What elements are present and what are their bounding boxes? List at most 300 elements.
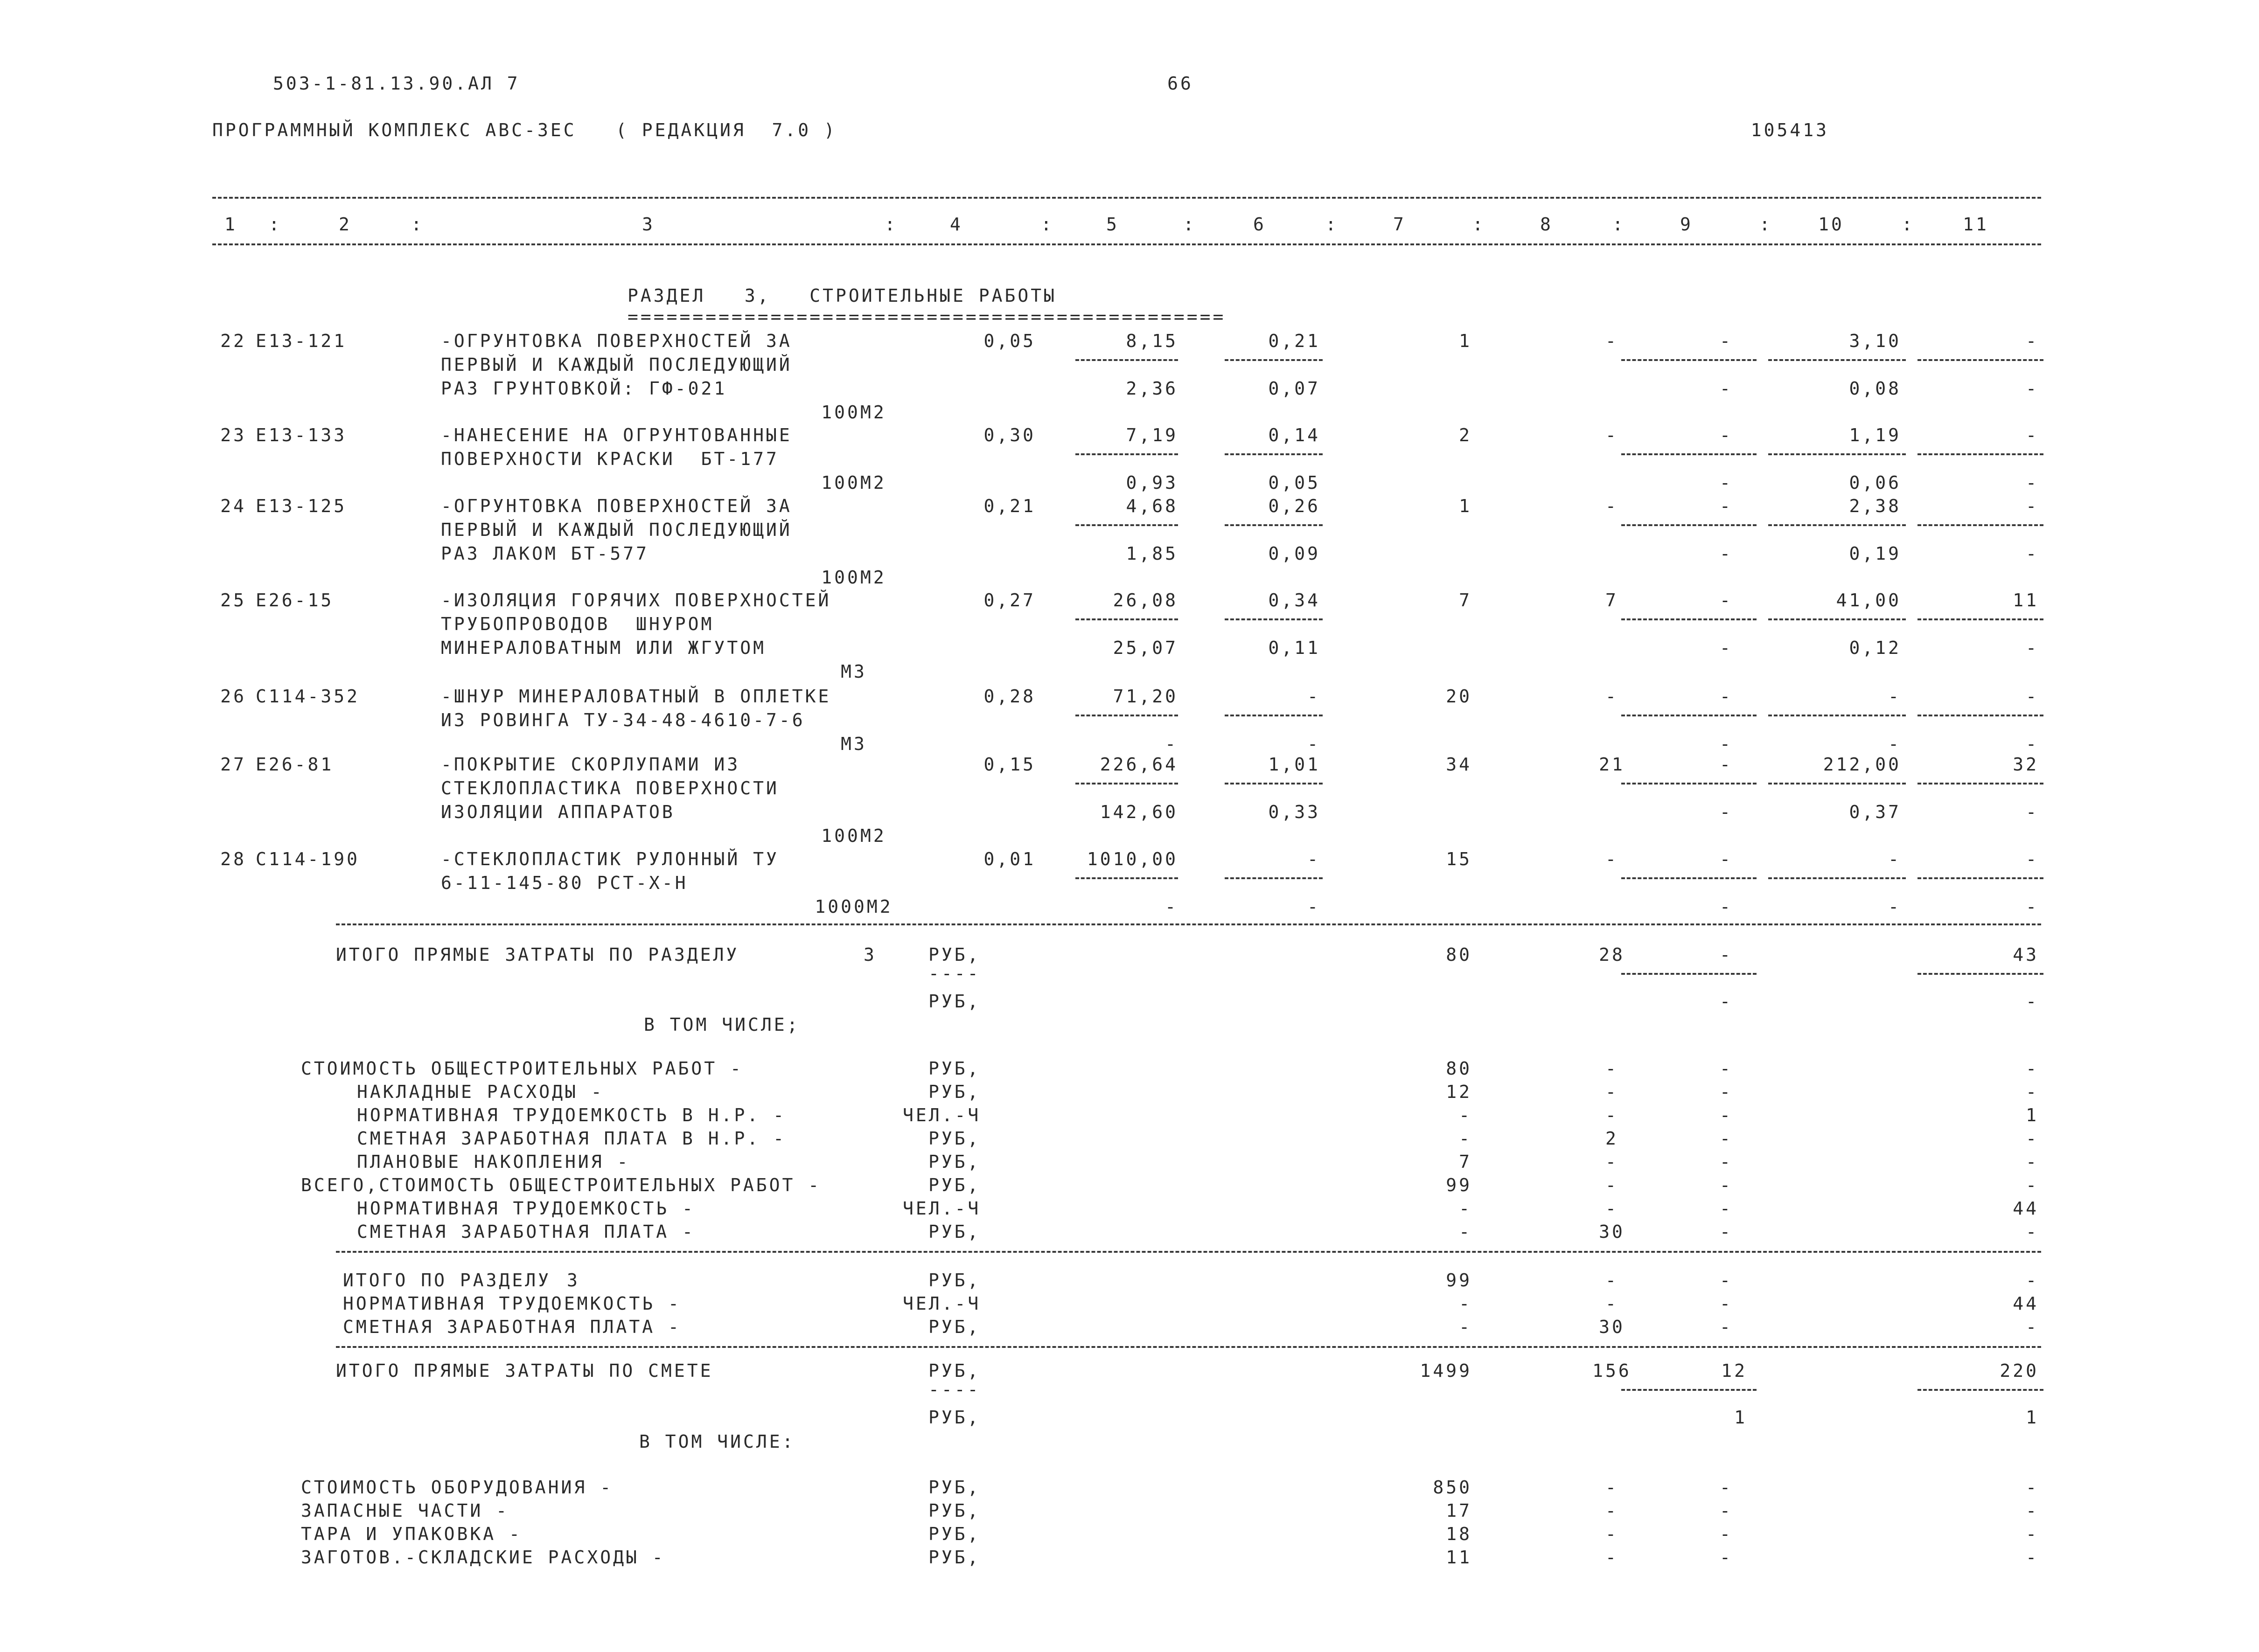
section-summary-col9: - — [1720, 1293, 1733, 1314]
header-rule-bottom — [212, 243, 2041, 245]
item-unit-cost: 8,15 — [1126, 331, 1178, 351]
section-summary-col9: - — [1720, 1317, 1733, 1337]
equipment-unit: РУБ, — [928, 1477, 981, 1498]
breakdown-col11: - — [2026, 1175, 2039, 1195]
section-total-wages: 28 — [1599, 944, 1625, 965]
item-labor-norm: 212,00 — [1823, 754, 1901, 775]
breakdown-unit: РУБ, — [928, 1058, 981, 1079]
estimate-total-col9: 12 — [1721, 1360, 1747, 1381]
item-description: -ПОКРЫТИЕ СКОРЛУПАМИ ИЗ — [441, 754, 740, 775]
item-unit-cost: 1010,00 — [1087, 849, 1178, 869]
item-sub-rule — [1621, 715, 1757, 716]
breakdown-label: СМЕТНАЯ ЗАРАБОТНАЯ ПЛАТА В Н.Р. - — [357, 1128, 786, 1149]
item-wage-sub: 0,33 — [1268, 802, 1320, 822]
item-labor-sub: - — [1888, 734, 1901, 754]
item-code: С114-190 — [256, 849, 360, 869]
item-col9-top: - — [1720, 496, 1733, 516]
section-total-labor: 43 — [2013, 944, 2039, 965]
item-total-wages: - — [1605, 686, 1618, 707]
item-description: ИЗОЛЯЦИИ АППАРАТОВ — [441, 802, 675, 822]
item-code: Е26-81 — [256, 754, 334, 775]
breakdown-label: ВСЕГО,СТОИМОСТЬ ОБЩЕСТРОИТЕЛЬНЫХ РАБОТ - — [301, 1175, 822, 1195]
item-labor-norm: 3,10 — [1849, 331, 1901, 351]
breakdown-col9: - — [1720, 1222, 1733, 1242]
item-quantity: 0,30 — [983, 425, 1036, 445]
item-number: 24 — [220, 496, 246, 516]
breakdown-col8: 30 — [1599, 1222, 1625, 1242]
item-sub-rule — [1768, 877, 1906, 879]
breakdown-cost: - — [1459, 1105, 1472, 1125]
breakdown-col8: - — [1605, 1082, 1618, 1102]
breakdown-col9: - — [1720, 1128, 1733, 1149]
item-labor-total: 32 — [2013, 754, 2039, 775]
item-col9-top: - — [1720, 686, 1733, 707]
item-sub-rule — [1075, 524, 1178, 526]
section-summary-unit: РУБ, — [928, 1270, 981, 1291]
item-col11-bottom: - — [2026, 802, 2039, 822]
breakdown-unit: РУБ, — [928, 1222, 981, 1242]
item-total-wages: 7 — [1605, 590, 1618, 611]
section-total-unit-dash: ---- — [928, 963, 981, 984]
breakdown-col8: - — [1605, 1105, 1618, 1125]
equipment-col11: - — [2026, 1477, 2039, 1498]
item-description: ПОВЕРХНОСТИ КРАСКИ БТ-177 — [441, 449, 779, 469]
item-labor-total: - — [2026, 425, 2039, 445]
item-col9-bottom: - — [1720, 734, 1733, 754]
estimate-total-col11-b: 1 — [2026, 1407, 2039, 1428]
breakdown-label: НАКЛАДНЫЕ РАСХОДЫ - — [357, 1082, 604, 1102]
estimate-total-sub-rule — [1621, 1389, 1757, 1391]
item-total-cost: 1 — [1459, 331, 1472, 351]
section-summary-col11: 44 — [2013, 1293, 2039, 1314]
item-wage-sub: 0,11 — [1268, 638, 1320, 658]
section-summary-unit: ЧЕЛ.-Ч — [903, 1293, 981, 1314]
breakdown-label: НОРМАТИВНАЯ ТРУДОЕМКОСТЬ - — [357, 1198, 695, 1219]
including-label-2: В ТОМ ЧИСЛЕ: — [639, 1431, 795, 1452]
column-separator: : — [1902, 214, 1915, 235]
section-summary-label: СМЕТНАЯ ЗАРАБОТНАЯ ПЛАТА - — [343, 1317, 681, 1337]
section-summary-rule — [336, 1251, 2041, 1253]
item-sub-rule — [1917, 618, 2043, 620]
breakdown-unit: РУБ, — [928, 1082, 981, 1102]
item-unit: 100М2 — [821, 402, 886, 423]
section-summary-col8: - — [1605, 1293, 1618, 1314]
equipment-label: СТОИМОСТЬ ОБОРУДОВАНИЯ - — [301, 1477, 614, 1498]
item-sub-rule — [1621, 524, 1757, 526]
item-description: -ИЗОЛЯЦИЯ ГОРЯЧИХ ПОВЕРХНОСТЕЙ — [441, 590, 831, 611]
breakdown-col11: - — [2026, 1128, 2039, 1149]
item-labor-sub: 0,12 — [1849, 638, 1901, 658]
item-unit-cost-wages: 2,36 — [1126, 378, 1178, 399]
item-col9-top: - — [1720, 849, 1733, 869]
item-sub-rule — [1768, 359, 1906, 361]
section-summary-cost: - — [1459, 1317, 1472, 1337]
estimate-total-wages: 156 — [1592, 1360, 1632, 1381]
item-sub-rule — [1225, 524, 1323, 526]
item-sub-rule — [1768, 715, 1906, 716]
breakdown-cost: 80 — [1446, 1058, 1472, 1079]
item-description: -НАНЕСЕНИЕ НА ОГРУНТОВАННЫЕ — [441, 425, 792, 445]
item-number: 27 — [220, 754, 246, 775]
equipment-col9: - — [1720, 1547, 1733, 1568]
column-separator: : — [1472, 214, 1485, 235]
equipment-col8: - — [1605, 1477, 1618, 1498]
item-col9-bottom: - — [1720, 378, 1733, 399]
section-summary-label: ИТОГО ПО РАЗДЕЛУ — [343, 1270, 551, 1291]
item-sub-rule — [1621, 359, 1757, 361]
section-summary-col8: - — [1605, 1270, 1618, 1291]
column-number: 7 — [1393, 214, 1406, 235]
item-col11-bottom: - — [2026, 543, 2039, 564]
item-sub-rule — [1075, 359, 1178, 361]
item-description: ПЕРВЫЙ И КАЖДЫЙ ПОСЛЕДУЮЩИЙ — [441, 354, 792, 375]
section-summary-cost: 99 — [1446, 1270, 1472, 1291]
item-unit: 100М2 — [821, 826, 886, 846]
equipment-label: ЗАПАСНЫЕ ЧАСТИ - — [301, 1500, 509, 1521]
column-number: 8 — [1540, 214, 1553, 235]
equipment-unit: РУБ, — [928, 1547, 981, 1568]
item-number: 23 — [220, 425, 246, 445]
item-wage-sub: 0,09 — [1268, 543, 1320, 564]
breakdown-unit: ЧЕЛ.-Ч — [903, 1198, 981, 1219]
item-unit-cost-wages: - — [1165, 896, 1178, 917]
equipment-cost: 18 — [1446, 1524, 1472, 1544]
item-wage-cost: 0,26 — [1268, 496, 1320, 516]
item-number: 26 — [220, 686, 246, 707]
item-unit: 100М2 — [821, 472, 886, 493]
item-quantity: 0,21 — [983, 496, 1036, 516]
item-description: ИЗ РОВИНГА ТУ-34-48-4610-7-6 — [441, 710, 805, 730]
item-description: МИНЕРАЛОВАТНЫМ ИЛИ ЖГУТОМ — [441, 638, 766, 658]
item-unit-cost: 226,64 — [1100, 754, 1178, 775]
item-unit: 100М2 — [821, 567, 886, 588]
column-number: 6 — [1253, 214, 1266, 235]
item-quantity: 0,05 — [983, 331, 1036, 351]
column-number: 9 — [1680, 214, 1693, 235]
item-total-cost: 1 — [1459, 496, 1472, 516]
equipment-col8: - — [1605, 1547, 1618, 1568]
item-labor-norm: - — [1888, 686, 1901, 707]
column-separator: : — [885, 214, 898, 235]
equipment-col11: - — [2026, 1524, 2039, 1544]
column-number: 3 — [642, 214, 655, 235]
breakdown-col11: 1 — [2026, 1105, 2039, 1125]
breakdown-col8: 2 — [1605, 1128, 1618, 1149]
item-sub-rule — [1225, 715, 1323, 716]
item-unit-cost-wages: 25,07 — [1113, 638, 1178, 658]
item-sub-rule — [1225, 359, 1323, 361]
item-sub-rule — [1917, 877, 2043, 879]
breakdown-col11: - — [2026, 1222, 2039, 1242]
equipment-col9: - — [1720, 1477, 1733, 1498]
breakdown-col8: - — [1605, 1152, 1618, 1172]
doc-code: 503-1-81.13.90.АЛ 7 — [273, 73, 520, 94]
breakdown-unit: РУБ, — [928, 1175, 981, 1195]
item-code: Е26-15 — [256, 590, 334, 611]
item-code: Е13-133 — [256, 425, 347, 445]
item-col11-bottom: - — [2026, 378, 2039, 399]
equipment-label: ЗАГОТОВ.-СКЛАДСКИЕ РАСХОДЫ - — [301, 1547, 665, 1568]
estimate-total-sub-rule — [1917, 1389, 2043, 1391]
item-labor-sub: 0,06 — [1849, 472, 1901, 493]
item-labor-norm: 1,19 — [1849, 425, 1901, 445]
section-total-label: ИТОГО ПРЯМЫЕ ЗАТРАТЫ ПО РАЗДЕЛУ — [336, 944, 739, 965]
breakdown-unit: ЧЕЛ.-Ч — [903, 1105, 981, 1125]
item-col9-bottom: - — [1720, 638, 1733, 658]
item-sub-rule — [1917, 783, 2043, 784]
item-unit-cost: 4,68 — [1126, 496, 1178, 516]
item-wage-sub: - — [1307, 896, 1320, 917]
item-unit-cost-wages: 0,93 — [1126, 472, 1178, 493]
program-edition: ( РЕДАКЦИЯ 7.0 ) — [616, 120, 837, 140]
item-col9-bottom: - — [1720, 802, 1733, 822]
item-col11-bottom: - — [2026, 896, 2039, 917]
item-col11-bottom: - — [2026, 734, 2039, 754]
page-number: 66 — [1167, 73, 1193, 94]
breakdown-col8: - — [1605, 1175, 1618, 1195]
section-total-col9-b: - — [1720, 991, 1733, 1012]
item-unit-cost: 71,20 — [1113, 686, 1178, 707]
item-total-cost: 20 — [1446, 686, 1472, 707]
item-sub-rule — [1621, 783, 1757, 784]
breakdown-unit: РУБ, — [928, 1128, 981, 1149]
item-total-wages: 21 — [1599, 754, 1625, 775]
breakdown-col9: - — [1720, 1058, 1733, 1079]
item-description: ТРУБОПРОВОДОВ ШНУРОМ — [441, 614, 714, 634]
breakdown-col11: - — [2026, 1082, 2039, 1102]
item-col9-top: - — [1720, 331, 1733, 351]
equipment-col9: - — [1720, 1524, 1733, 1544]
breakdown-col9: - — [1720, 1152, 1733, 1172]
item-col9-bottom: - — [1720, 896, 1733, 917]
item-total-cost: 34 — [1446, 754, 1472, 775]
item-wage-sub: 0,05 — [1268, 472, 1320, 493]
item-sub-rule — [1768, 453, 1906, 455]
equipment-cost: 850 — [1433, 1477, 1472, 1498]
item-sub-rule — [1768, 618, 1906, 620]
program-name: ПРОГРАММНЫЙ КОМПЛЕКС АВС-3ЕС — [212, 120, 577, 140]
estimate-total-unit-2: РУБ, — [928, 1407, 981, 1428]
item-sub-rule — [1225, 618, 1323, 620]
breakdown-cost: - — [1459, 1198, 1472, 1219]
equipment-col9: - — [1720, 1500, 1733, 1521]
breakdown-col9: - — [1720, 1198, 1733, 1219]
item-labor-sub: 0,08 — [1849, 378, 1901, 399]
breakdown-col11: 44 — [2013, 1198, 2039, 1219]
item-total-wages: - — [1605, 331, 1618, 351]
item-description: ПЕРВЫЙ И КАЖДЫЙ ПОСЛЕДУЮЩИЙ — [441, 520, 792, 540]
section-summary-number: 3 — [567, 1270, 580, 1291]
section-total-sub-rule — [1621, 973, 1757, 975]
column-separator: : — [269, 214, 282, 235]
item-col9-bottom: - — [1720, 543, 1733, 564]
breakdown-cost: 7 — [1459, 1152, 1472, 1172]
item-description: РАЗ ГРУНТОВКОЙ: ГФ-021 — [441, 378, 727, 399]
equipment-cost: 17 — [1446, 1500, 1472, 1521]
estimate-total-rule — [336, 1346, 2041, 1348]
item-unit-cost: 7,19 — [1126, 425, 1178, 445]
breakdown-label: СМЕТНАЯ ЗАРАБОТНАЯ ПЛАТА - — [357, 1222, 695, 1242]
item-quantity: 0,28 — [983, 686, 1036, 707]
section-total-unit-2: РУБ, — [928, 991, 981, 1012]
item-sub-rule — [1075, 618, 1178, 620]
column-separator: : — [1183, 214, 1196, 235]
item-quantity: 0,27 — [983, 590, 1036, 611]
column-number: 1 — [224, 214, 237, 235]
item-unit-cost: 26,08 — [1113, 590, 1178, 611]
breakdown-label: СТОИМОСТЬ ОБЩЕСТРОИТЕЛЬНЫХ РАБОТ - — [301, 1058, 743, 1079]
item-col11-bottom: - — [2026, 638, 2039, 658]
item-unit-cost-wages: 142,60 — [1100, 802, 1178, 822]
item-labor-norm: - — [1888, 849, 1901, 869]
equipment-col8: - — [1605, 1524, 1618, 1544]
equipment-label: ТАРА И УПАКОВКА - — [301, 1524, 522, 1544]
item-unit-cost-wages: 1,85 — [1126, 543, 1178, 564]
item-total-wages: - — [1605, 425, 1618, 445]
section-summary-unit: РУБ, — [928, 1317, 981, 1337]
item-wage-cost: - — [1307, 849, 1320, 869]
breakdown-cost: 99 — [1446, 1175, 1472, 1195]
breakdown-col8: - — [1605, 1058, 1618, 1079]
section-total-rule — [336, 923, 2041, 925]
item-wage-cost: 0,34 — [1268, 590, 1320, 611]
item-labor-total: - — [2026, 686, 2039, 707]
section-total-unit: РУБ, — [928, 944, 981, 965]
item-col9-top: - — [1720, 754, 1733, 775]
item-sub-rule — [1917, 524, 2043, 526]
section-summary-label: НОРМАТИВНАЯ ТРУДОЕМКОСТЬ - — [343, 1293, 681, 1314]
breakdown-col11: - — [2026, 1058, 2039, 1079]
breakdown-col11: - — [2026, 1152, 2039, 1172]
item-wage-cost: 0,14 — [1268, 425, 1320, 445]
item-sub-rule — [1621, 877, 1757, 879]
item-code: Е13-125 — [256, 496, 347, 516]
column-separator: : — [1759, 214, 1772, 235]
section-summary-col8: 30 — [1599, 1317, 1625, 1337]
item-labor-sub: 0,19 — [1849, 543, 1901, 564]
item-number: 25 — [220, 590, 246, 611]
item-code: Е13-121 — [256, 331, 347, 351]
item-number: 22 — [220, 331, 246, 351]
item-sub-rule — [1225, 877, 1323, 879]
item-col9-top: - — [1720, 425, 1733, 445]
item-total-wages: - — [1605, 849, 1618, 869]
item-sub-rule — [1225, 453, 1323, 455]
column-number: 11 — [1963, 214, 1989, 235]
section-title: РАЗДЕЛ 3, СТРОИТЕЛЬНЫЕ РАБОТЫ — [628, 285, 1057, 306]
section-underline: ============================================== — [628, 306, 1226, 327]
item-sub-rule — [1768, 524, 1906, 526]
item-unit-cost-wages: - — [1165, 734, 1178, 754]
column-separator: : — [1325, 214, 1339, 235]
item-col11-bottom: - — [2026, 472, 2039, 493]
item-wage-cost: 1,01 — [1268, 754, 1320, 775]
item-code: С114-352 — [256, 686, 360, 707]
column-number: 2 — [339, 214, 352, 235]
item-sub-rule — [1075, 715, 1178, 716]
item-description: СТЕКЛОПЛАСТИКА ПОВЕРХНОСТИ — [441, 778, 779, 798]
item-total-cost: 15 — [1446, 849, 1472, 869]
item-sub-rule — [1768, 783, 1906, 784]
section-total-col9: - — [1720, 944, 1733, 965]
estimate-total-label: ИТОГО ПРЯМЫЕ ЗАТРАТЫ ПО СМЕТЕ — [336, 1360, 713, 1381]
item-description: -СТЕКЛОПЛАСТИК РУЛОННЫЙ ТУ — [441, 849, 779, 869]
equipment-col11: - — [2026, 1500, 2039, 1521]
section-total-col11-b: - — [2026, 991, 2039, 1012]
item-col9-bottom: - — [1720, 472, 1733, 493]
estimate-total-unit: РУБ, — [928, 1360, 981, 1381]
section-summary-col11: - — [2026, 1317, 2039, 1337]
item-total-cost: 7 — [1459, 590, 1472, 611]
item-sub-rule — [1917, 453, 2043, 455]
item-sub-rule — [1621, 618, 1757, 620]
breakdown-col9: - — [1720, 1175, 1733, 1195]
item-sub-rule — [1621, 453, 1757, 455]
item-total-wages: - — [1605, 496, 1618, 516]
item-labor-norm: 41,00 — [1836, 590, 1901, 611]
item-unit: М3 — [841, 734, 867, 754]
item-description: РАЗ ЛАКОМ БТ-577 — [441, 543, 649, 564]
item-wage-cost: - — [1307, 686, 1320, 707]
section-summary-cost: - — [1459, 1293, 1472, 1314]
estimate-total-unit-dash: ---- — [928, 1379, 981, 1400]
equipment-unit: РУБ, — [928, 1500, 981, 1521]
item-sub-rule — [1075, 877, 1178, 879]
including-label: В ТОМ ЧИСЛЕ; — [644, 1014, 800, 1035]
item-sub-rule — [1917, 359, 2043, 361]
estimate-total-labor: 220 — [2000, 1360, 2039, 1381]
breakdown-col9: - — [1720, 1105, 1733, 1125]
item-sub-rule — [1225, 783, 1323, 784]
column-number: 5 — [1106, 214, 1119, 235]
item-quantity: 0,01 — [983, 849, 1036, 869]
breakdown-col8: - — [1605, 1198, 1618, 1219]
item-sub-rule — [1075, 453, 1178, 455]
item-sub-rule — [1917, 715, 2043, 716]
item-wage-cost: 0,21 — [1268, 331, 1320, 351]
breakdown-label: ПЛАНОВЫЕ НАКОПЛЕНИЯ - — [357, 1152, 630, 1172]
section-total-sub-rule — [1917, 973, 2043, 975]
column-separator: : — [1612, 214, 1625, 235]
equipment-cost: 11 — [1446, 1547, 1472, 1568]
item-wage-sub: - — [1307, 734, 1320, 754]
section-total-cost: 80 — [1446, 944, 1472, 965]
equipment-unit: РУБ, — [928, 1524, 981, 1544]
breakdown-col9: - — [1720, 1082, 1733, 1102]
item-col9-top: - — [1720, 590, 1733, 611]
column-separator: : — [1041, 214, 1054, 235]
item-description: -ОГРУНТОВКА ПОВЕРХНОСТЕЙ ЗА — [441, 496, 792, 516]
column-separator: : — [411, 214, 424, 235]
section-summary-col11: - — [2026, 1270, 2039, 1291]
document-code: 105413 — [1750, 120, 1829, 140]
item-labor-total: - — [2026, 849, 2039, 869]
column-number: 10 — [1818, 214, 1844, 235]
item-unit: М3 — [841, 661, 867, 682]
item-sub-rule — [1075, 783, 1178, 784]
breakdown-cost: 12 — [1446, 1082, 1472, 1102]
section-summary-col9: - — [1720, 1270, 1733, 1291]
breakdown-cost: - — [1459, 1128, 1472, 1149]
item-labor-sub: 0,37 — [1849, 802, 1901, 822]
item-labor-total: - — [2026, 331, 2039, 351]
item-description: -ШНУР МИНЕРАЛОВАТНЫЙ В ОПЛЕТКЕ — [441, 686, 831, 707]
breakdown-cost: - — [1459, 1222, 1472, 1242]
column-number: 4 — [950, 214, 963, 235]
item-unit: 1000М2 — [815, 896, 893, 917]
item-labor-total: - — [2026, 496, 2039, 516]
item-total-cost: 2 — [1459, 425, 1472, 445]
